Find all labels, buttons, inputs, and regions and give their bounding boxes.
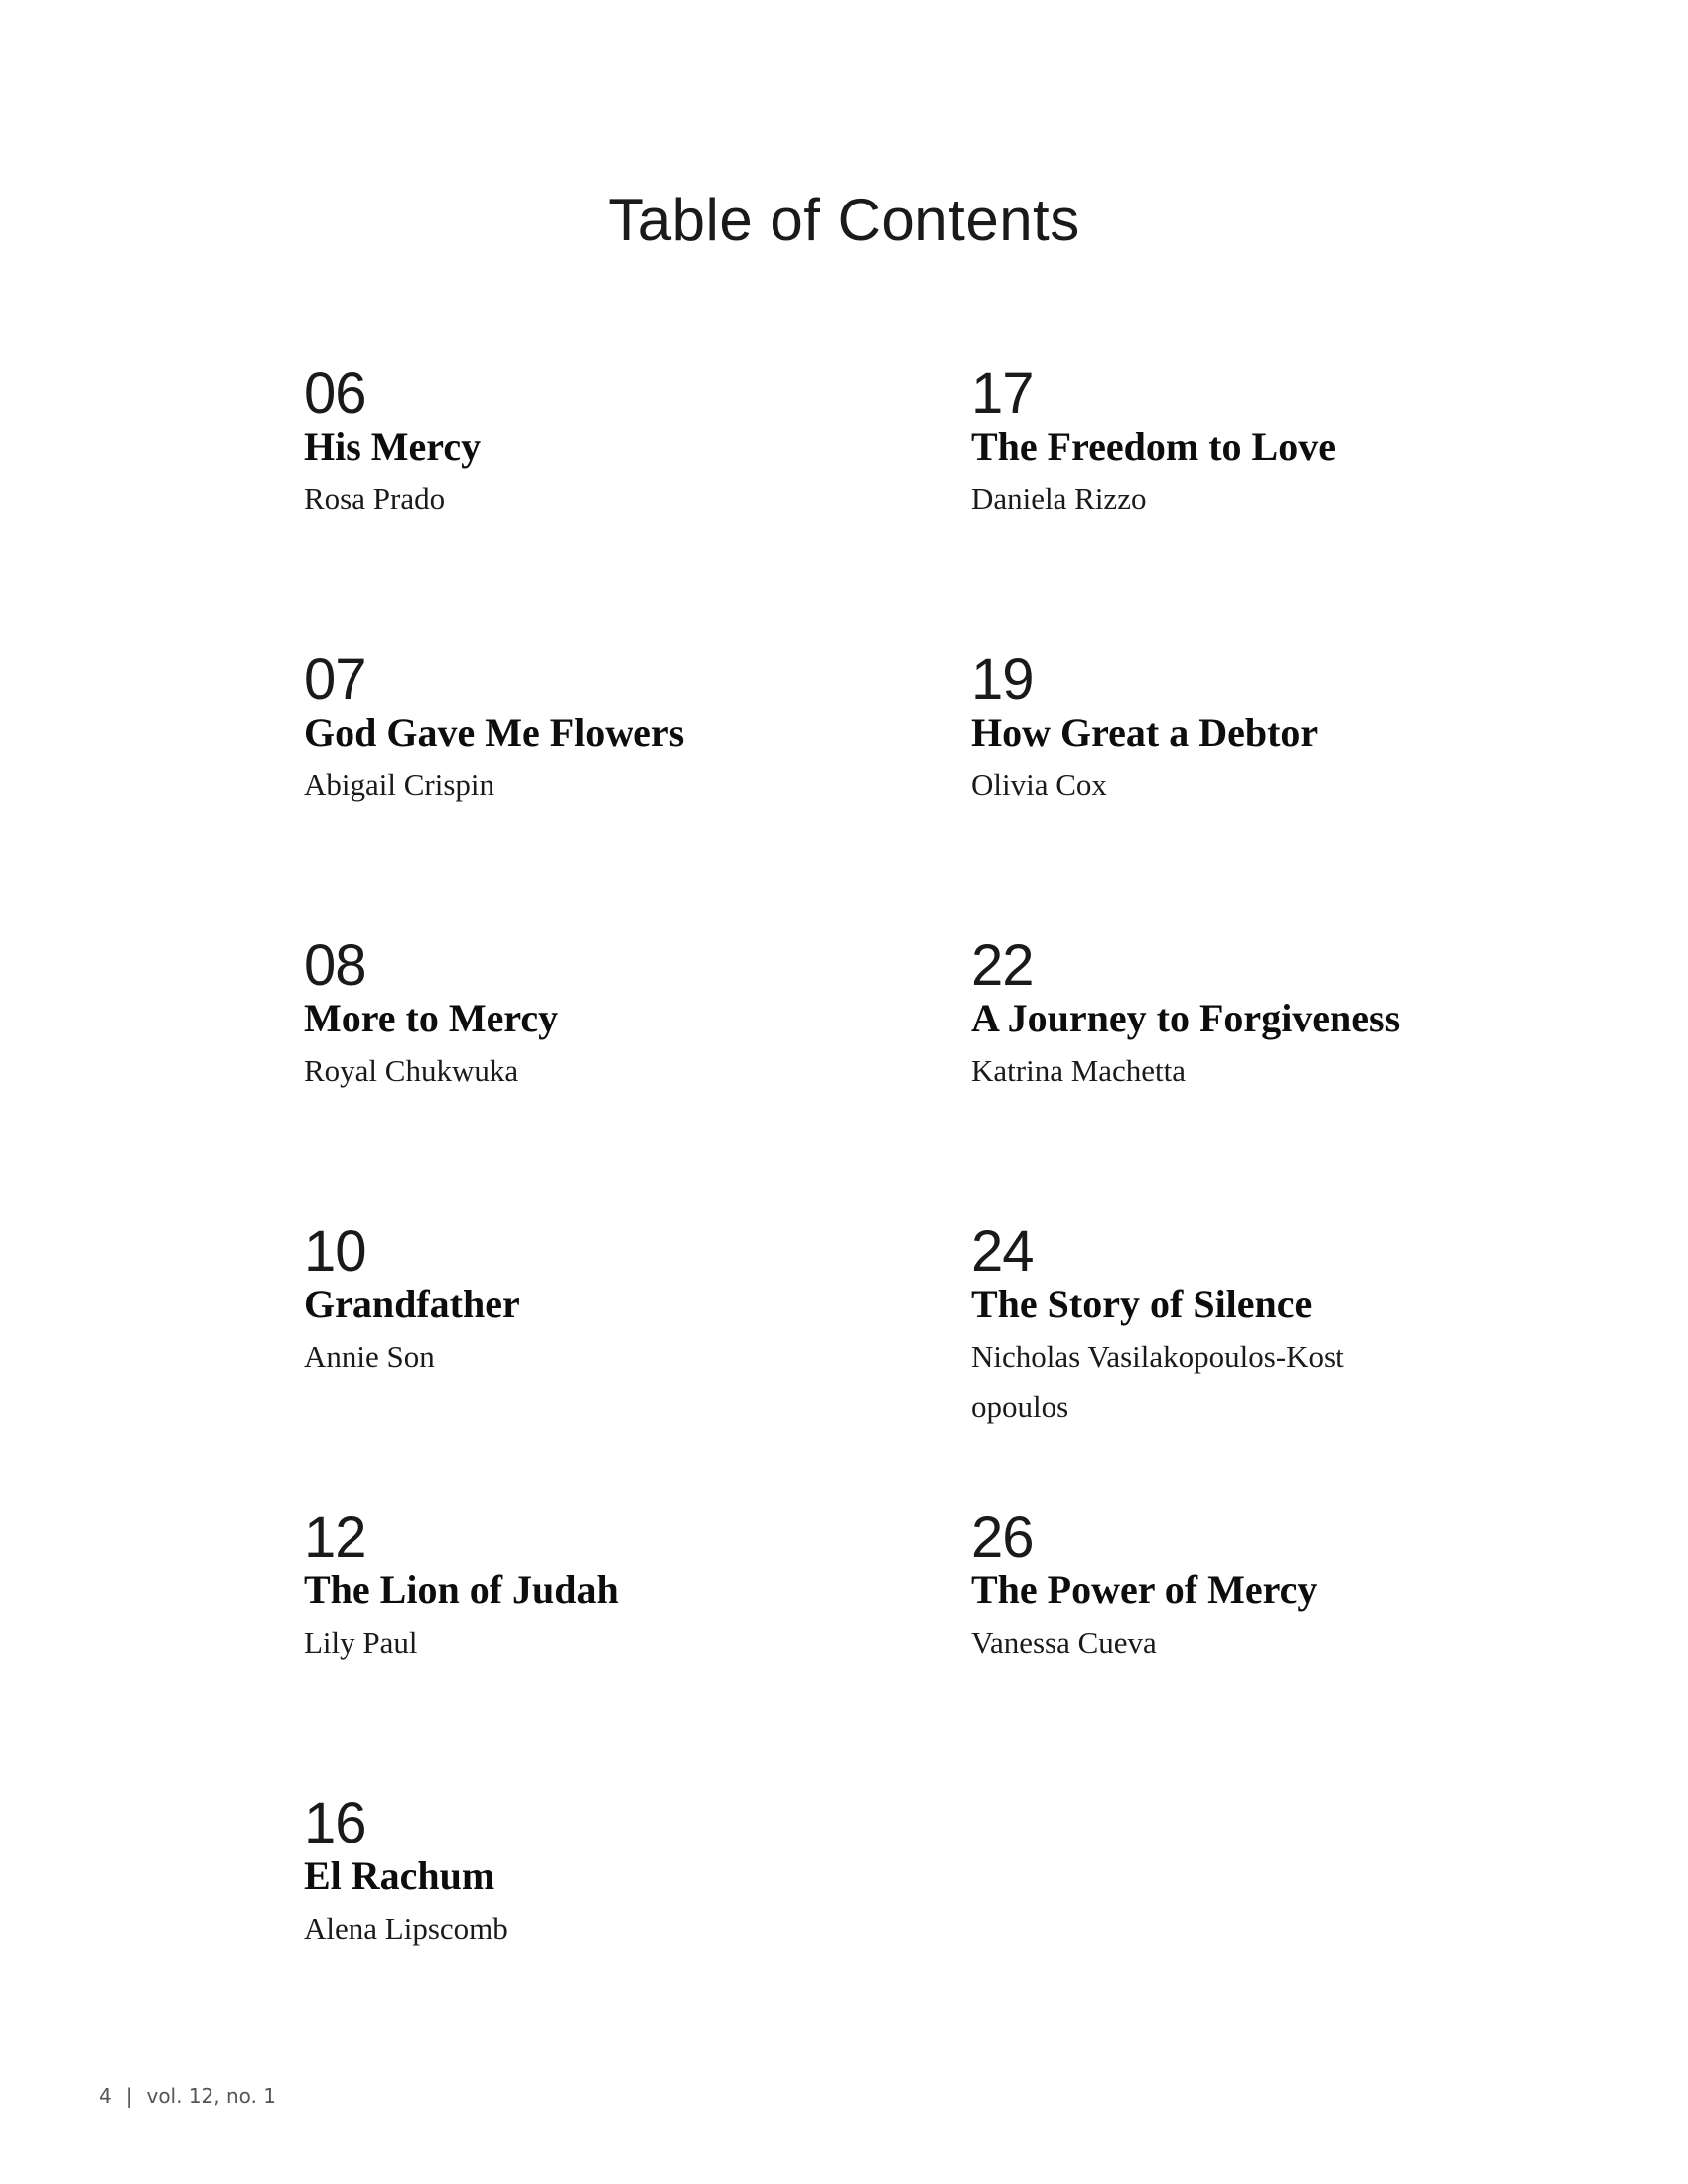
entry-title: The Freedom to Love [971,424,1336,469]
footer-page-number: 4 [99,2084,112,2108]
toc-entry[interactable] [304,1221,860,1382]
entry-author: Royal Chukwuka [304,1053,519,1088]
entry-author: Alena Lipscomb [304,1911,508,1946]
footer-issue: vol. 12, no. 1 [146,2084,276,2108]
toc-entry[interactable] [971,1507,1527,1668]
entry-author: Annie Son [304,1339,435,1374]
entry-title: How Great a Debtor [971,710,1319,754]
entry-author: Vanessa Cueva [971,1625,1157,1660]
entry-title: More to Mercy [304,996,559,1040]
entry-page-number: 07 [304,647,366,712]
entry-author: Nicholas Vasilakopoulos-Kostopoulos [971,1339,1344,1424]
entry-page-number: 10 [304,1219,366,1284]
entry-title: The Story of Silence [971,1282,1313,1326]
toc-entry[interactable] [304,1507,860,1668]
entry-page-number: 26 [971,1505,1034,1570]
toc-entry[interactable] [971,363,1527,524]
page-title: Table of Contents [608,187,1080,253]
entry-author: Abigail Crispin [304,767,495,802]
footer-separator: | [125,2084,133,2108]
toc-entry[interactable] [304,1793,860,1954]
entry-page-number: 19 [971,647,1034,712]
entry-author: Daniela Rizzo [971,481,1147,516]
entry-title: El Rachum [304,1853,495,1898]
entry-title: His Mercy [304,424,482,469]
entry-author: Katrina Machetta [971,1053,1187,1088]
entry-author: Rosa Prado [304,481,446,516]
entry-title: God Gave Me Flowers [304,710,685,754]
entry-author: Olivia Cox [971,767,1107,802]
entry-author: Lily Paul [304,1625,418,1660]
entry-page-number: 17 [971,361,1034,426]
entry-title: The Power of Mercy [971,1568,1318,1612]
toc-entry[interactable] [304,649,860,810]
toc-entry[interactable] [971,649,1527,810]
entry-title: The Lion of Judah [304,1568,619,1612]
entry-page-number: 16 [304,1791,366,1855]
toc-entry[interactable] [971,1221,1348,1432]
entry-page-number: 22 [971,933,1034,998]
entry-title: A Journey to Forgiveness [971,996,1401,1040]
page-footer [99,2083,276,2109]
entry-title: Grandfather [304,1282,520,1326]
toc-entry[interactable] [971,935,1527,1096]
entry-page-number: 08 [304,933,366,998]
toc-entry[interactable] [304,935,860,1096]
toc-entry[interactable] [304,363,860,524]
entry-page-number: 24 [971,1219,1034,1284]
entry-page-number: 06 [304,361,366,426]
entry-page-number: 12 [304,1505,366,1570]
